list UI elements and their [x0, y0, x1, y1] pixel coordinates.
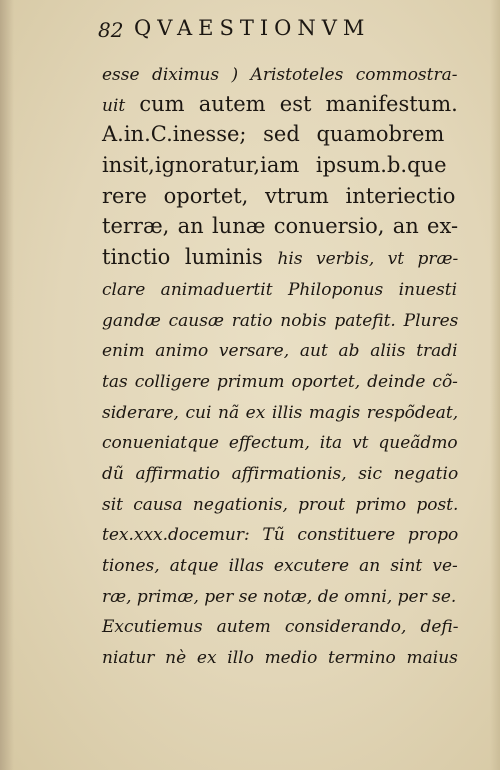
text-line [102, 518, 462, 549]
text-segment: his verbis, vt præ- [277, 249, 459, 270]
text-line [102, 273, 462, 304]
text-segment: ræ, primæ, per se notæ, de omni, per se. [102, 586, 457, 607]
text-line [102, 89, 462, 120]
text-segment: tinctio luminis [102, 245, 278, 270]
text-segment: gandæ causæ ratio nobis patefit. Plures [102, 310, 459, 331]
text-line [102, 242, 462, 273]
text-segment: tex.xxx.docemur: Tũ constituere propo [102, 525, 459, 546]
running-head: QVAESTIONVM [134, 16, 371, 40]
text-segment: clare animaduertit Philoponus inuesti [102, 279, 458, 300]
text-segment: enim animo versare, aut ab aliis tradi [102, 341, 458, 362]
text-line [102, 150, 462, 181]
text-segment: tas colligere primum oportet, deinde cõ- [102, 371, 458, 392]
text-line [102, 488, 462, 519]
text-line [102, 211, 462, 242]
text-segment: insit,ignoratur,iam ipsum.b.que [102, 153, 447, 178]
text-segment: A.in.C.inesse; sed quamobrem [102, 122, 445, 147]
text-line [102, 304, 462, 335]
page-header [98, 14, 418, 48]
text-segment: rere oportet, vtrum interiectio [102, 183, 456, 208]
text-line [102, 549, 462, 580]
text-segment: tiones, atque illas excutere an sint ve- [102, 556, 458, 576]
text-segment: Excutiemus autem considerando, defi- [102, 617, 459, 638]
text-line [102, 396, 462, 427]
text-segment: esse diximus ) Aristoteles commostra- [102, 65, 458, 85]
text-segment: dũ affirmatio affirmationis, sic negatio [102, 463, 459, 484]
text-segment: conueniatque effectum, ita vt queãdmo [102, 433, 458, 454]
text-line [102, 181, 462, 212]
text-line [102, 580, 462, 611]
text-segment: uit [102, 95, 126, 116]
text-line [102, 641, 462, 672]
text-line [102, 457, 462, 488]
text-segment: sit causa negationis, prout primo post. [102, 494, 459, 515]
text-segment: niatur nè ex illo medio termino maius [102, 648, 458, 669]
text-line [102, 365, 462, 396]
page-number: 82 [98, 18, 124, 42]
text-segment: cum autem est manifestum. [125, 91, 458, 116]
text-line [102, 119, 462, 150]
text-line [102, 334, 462, 365]
text-line [102, 610, 462, 641]
text-segment: siderare, cui nã ex illis magis respõdeat, [102, 402, 459, 423]
body-text [102, 58, 462, 672]
text-line [102, 426, 462, 457]
text-segment: terræ, an lunæ conuersio, an ex- [102, 214, 459, 239]
text-line [102, 58, 462, 89]
